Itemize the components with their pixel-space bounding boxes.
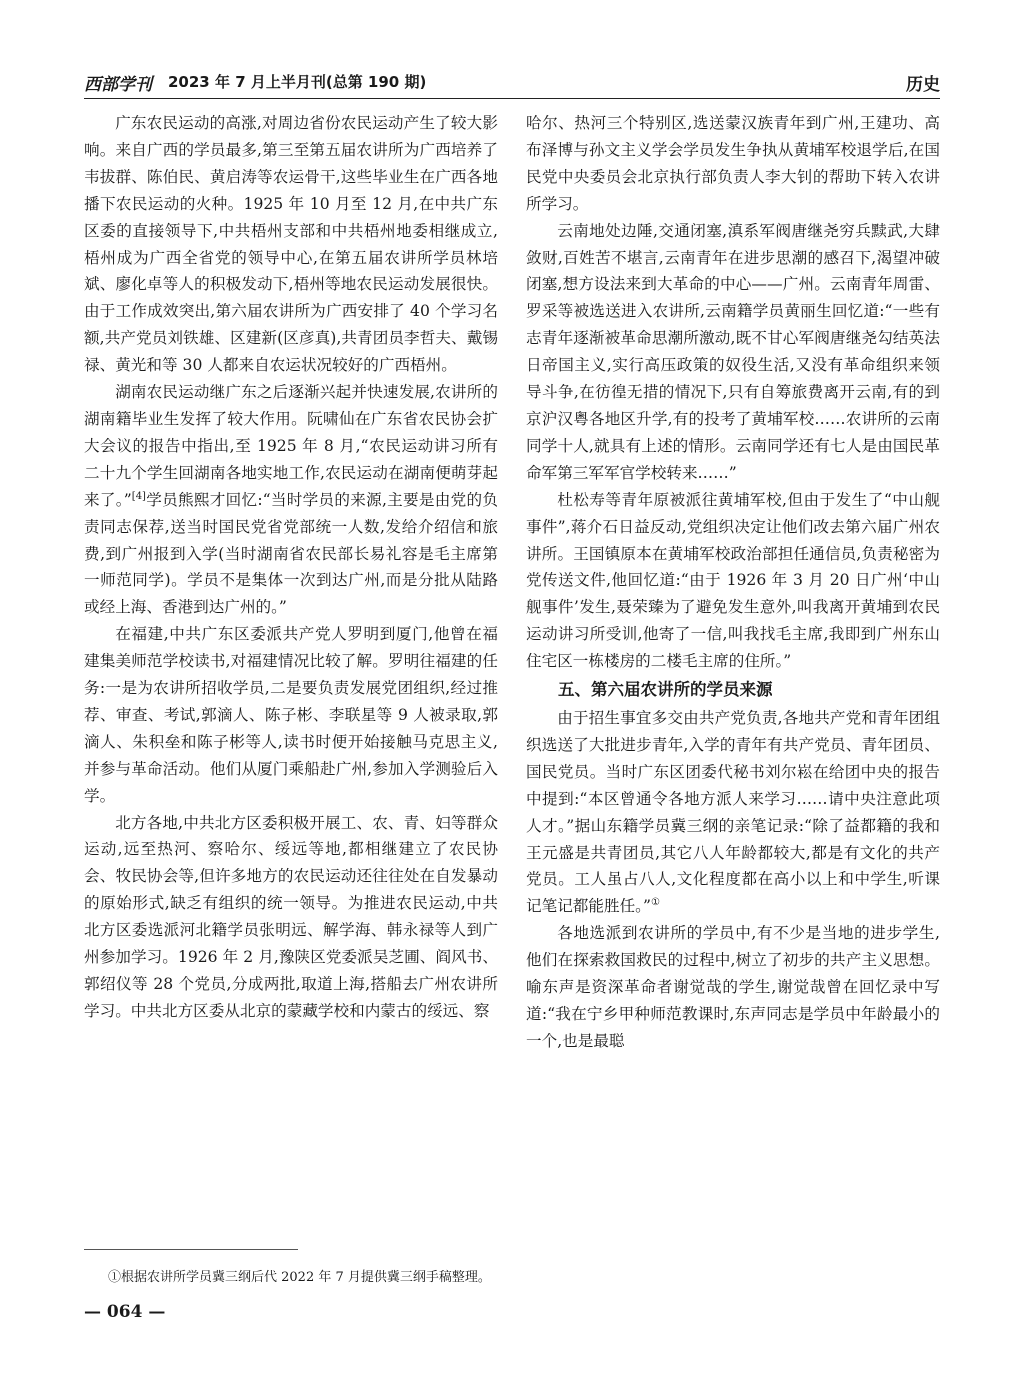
running-header bbox=[84, 66, 940, 102]
paragraph-hunan-text-2: 学员熊熙才回忆:“当时学员的来源,主要是由党的负责同志保荐,送当时国民党省党部统一人数,发给介绍信和旅费,到广州报到入学(当时湖南省农民部长易礼容是毛主席第一师范同学)。学员不是集体一次到达广州,而是分批从陆路或经上海、香港到达广州的。” bbox=[84, 490, 498, 617]
paragraph-progressive-students: 各地选派到农讲所的学员中,有不少是当地的进步学生,他们在探索救国救民的过程中,树立了初步的共产主义思想。喻东声是资深革命者谢觉哉的学生,谢觉哉曾在回忆录中写道:“我在宁乡甲种师范教课时,东声同志是学员中年龄最小的一个,也是最聪 bbox=[526, 924, 940, 1050]
right-column bbox=[526, 110, 940, 1055]
paragraph-hunan-text-1: 湖南农民运动继广东之后逐渐兴起并快速发展,农讲所的湖南籍毕业生发挥了较大作用。阮啸仙在广东省农民协会扩大会议的报告中指出,至 1925 年 8 月,“农民运动讲习所有二十九个学生回湖南各地实地工作,农民运动在湖南便萌芽起来了。” bbox=[84, 383, 498, 509]
paragraph-student-sources-text: 由于招生事宜多交由共产党负责,各地共产党和青年团组织选送了大批进步青年,入学的青年有共产党员、青年团员、国民党员。当时广东区团委代秘书刘尔崧在给团中央的报告中提到:“本区曾通令各地方派人来学习……请中央注意此项人才。”据山东籍学员冀三纲的亲笔记录:“除了益都籍的我和王元盛是共青团员,其它八人年龄都较大,都是有文化的共产党员。工人虽占八人,文化程度都在高小以上和中学生,听课记笔记都能胜任。” bbox=[526, 709, 940, 916]
paragraph-yunnan: 云南地处边陲,交通闭塞,滇系军阀唐继尧穷兵黩武,大肆敛财,百姓苦不堪言,云南青年在进步思潮的感召下,渴望冲破闭塞,想方设法来到大革命的中心——广州。云南青年周雷、罗采等被选送进入农讲所,云南籍学员黄丽生回忆道:“一些有志青年逐渐被革命思潮所激动,既不甘心军阀唐继尧勾结英法日帝国主义,实行高压政策的奴役生活,又没有革命组织来领导斗争,在彷徨无措的情况下,只有自筹旅费离开云南,有的到京沪汉粤各地区升学,有的投考了黄埔军校……农讲所的云南同学十人,就具有上述的情形。云南同学还有七人是由国民革命军第三军军官学校转来……” bbox=[526, 221, 940, 482]
footnote-rule bbox=[84, 1249, 298, 1250]
section-heading: 五、第六届农讲所的学员来源 bbox=[558, 680, 773, 700]
footnote-marker: ① bbox=[650, 897, 660, 909]
journal-issue: 2023 年 7 月上半月刊(总第 190 期) bbox=[168, 73, 427, 91]
paragraph-student-sources bbox=[526, 705, 940, 920]
section-tag: 历史 bbox=[906, 75, 940, 95]
paragraph-fujian: 在福建,中共广东区委派共产党人罗明到厦门,他曾在福建集美师范学校读书,对福建情况比较了解。罗明往福建的任务:一是为农讲所招收学员,二是要负责发展党团组织,经过推荐、审查、考试,郭滴人、陈子彬、李联星等 9 人被录取,郭滴人、朱积垒和陈子彬等人,读书时便开始接触马克思主义,并参与革命活动。他们从厦门乘船赴广州,参加入学测验后入学。 bbox=[84, 625, 498, 805]
page-number: — 064 — bbox=[84, 1302, 166, 1322]
header-rule bbox=[84, 98, 940, 99]
paragraph-guangxi: 广东农民运动的高涨,对周边省份农民运动产生了较大影响。来自广西的学员最多,第三至第五届农讲所为广西培养了韦拔群、陈伯民、黄启涛等农运骨干,这些毕业生在广西各地播下农民运动的火种。1925 年 10 月至 12 月,在中共广东区委的直接领导下,中共梧州支部和中共梧州地委相继成立,梧州成为广西全省党的领导中心,在第五届农讲所学员林培斌、廖化卓等人的积极发动下,梧州等地农民运动发展很快。由于工作成效突出,第六届农讲所为广西安排了 40 个学习名额,共产党员刘铁雄、区建新(区彦真),共青团员李哲夫、戴锡禄、黄光和等 30 人都来自农运状况较好的广西梧州。 bbox=[84, 114, 498, 375]
paragraph-zhongshan-incident: 杜松寿等青年原被派往黄埔军校,但由于发生了“中山舰事件”,蒋介石日益反动,党组织决定让他们改去第六届广州农讲所。王国镇原本在黄埔军校政治部担任通信员,负责秘密为党传送文件,他回忆道:“由于 1926 年 3 月 20 日广州‘中山舰事件’发生,聂荣臻为了避免发生意外,叫我离开黄埔到农民运动讲习所受训,他寄了一信,叫我找毛主席,我即到广州东山住宅区一栋楼房的二楼毛主席的住所。” bbox=[526, 490, 940, 671]
journal-logo: 西部学刊 bbox=[84, 75, 152, 95]
citation-ref: [4] bbox=[131, 490, 146, 502]
paragraph-north-continued: 哈尔、热河三个特别区,选送蒙汉族青年到广州,王建功、高布泽博与孙文主义学会学员发生争执从黄埔军校退学后,在国民党中央委员会北京执行部负责人李大钊的帮助下转入农讲所学习。 bbox=[526, 114, 940, 213]
paragraph-north: 北方各地,中共北方区委积极开展工、农、青、妇等群众运动,远至热河、察哈尔、绥远等地,都相继建立了农民协会、牧民协会等,但许多地方的农民运动还往往处在自发暴动的原始形式,缺乏有组织的统一领导。为推进农民运动,中共北方区委选派河北籍学员张明远、解学海、韩永禄等人到广州参加学习。1926 年 2 月,豫陕区党委派吴芝圃、阎风书、郭绍仪等 28 个党员,分成两批,取道上海,搭船去广州农讲所学习。中共北方区委从北京的蒙藏学校和内蒙古的绥远、察 bbox=[84, 813, 498, 1020]
paragraph-hunan bbox=[84, 379, 498, 621]
footnote: ①根据农讲所学员冀三纲后代 2022 年 7 月提供冀三纲手稿整理。 bbox=[108, 1270, 491, 1285]
left-column bbox=[84, 110, 498, 1025]
